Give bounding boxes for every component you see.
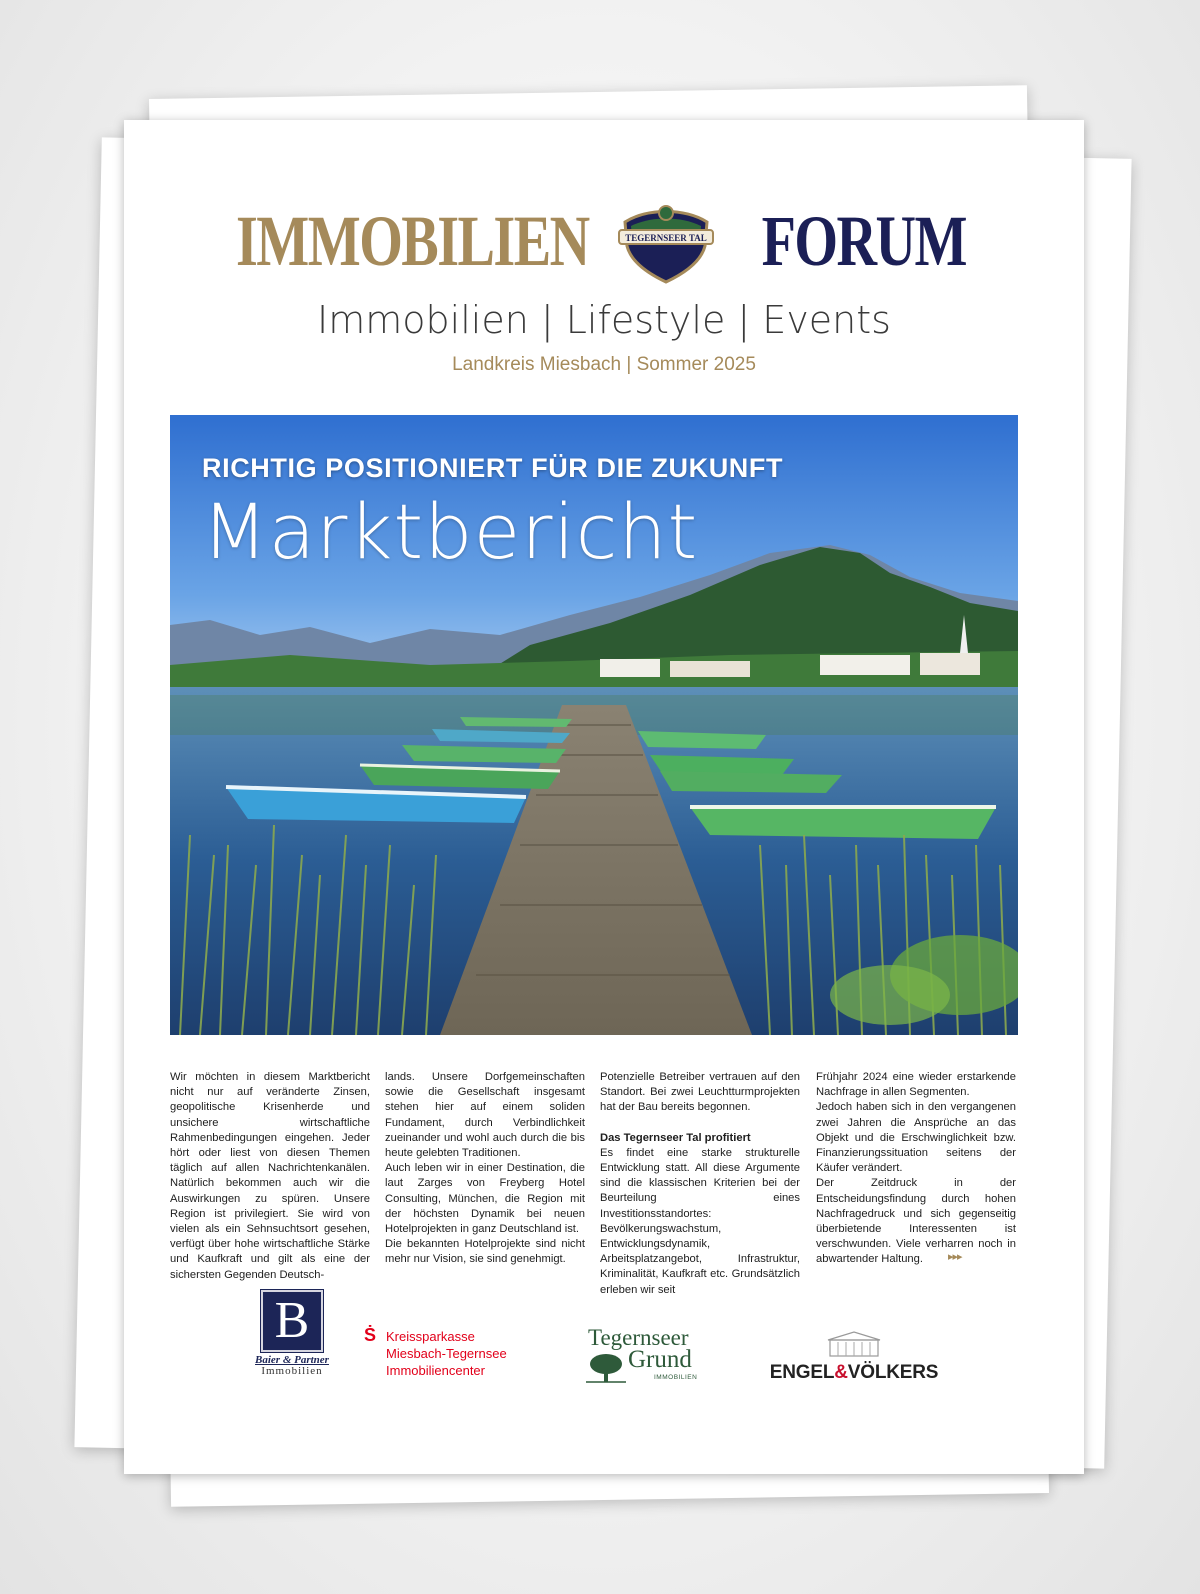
hero-title: Marktbericht [202, 487, 699, 576]
tegernseer-line-1: Tegernseer [588, 1325, 689, 1350]
article-column-3 [600, 1070, 800, 1298]
baier-name: Baier & Partner [255, 1354, 329, 1366]
paragraph: Es findet eine starke strukturelle Entwicklung statt. All diese Argumente sind die klassischen Kriterien bei der Beurteilung eines Investitionsstandortes: Bevölkerungswachstum, Entwicklungsdynamik, Arbeitsplatzangebot, Infrastruktur, Kriminalität, Kaufkraft etc. Grundsätzlich erleben wir seit [600, 1146, 800, 1296]
hero-kicker: RICHTIG POSITIONIERT FÜR DIE ZUKUNFT [202, 453, 784, 483]
paragraph: Frühjahr 2024 eine wieder erstarkende Nachfrage in allen Segmenten. [816, 1071, 1016, 1099]
article-column-4 [816, 1070, 1016, 1268]
continue-arrows-icon: ▸▸▸ [948, 1251, 962, 1263]
article-column-1 [170, 1070, 370, 1283]
ksk-line-3: Immobiliencenter [386, 1363, 485, 1378]
paragraph: Jedoch haben sich in den vergangenen zwei Jahren die Ansprüche an das Objekt und die Erschwinglichkeit bzw. Finanzierungssituation seitens der Käufer verändert. [816, 1101, 1016, 1175]
paragraph: Potenzielle Betreiber vertrauen auf den Standort. Bei zwei Leuchtturmprojekten hat der Bau bereits begonnen. [600, 1071, 800, 1114]
paragraph: Auch leben wir in einer Destination, die laut Zarges von Freyberg Hotel Consulting, München, die Region mit der höchsten Dynamik bei neuen Hotelprojekten in ganz Deutschland ist. [385, 1162, 585, 1236]
paragraph: Der Zeitdruck in der Entscheidungsfindung durch hohen Nachfragedruck und sich gegenseitig überbietende Interessenten ist verschwunden. Viele verharren noch in abwartender Haltung. [816, 1177, 1016, 1266]
masthead-title-right: FORUM [761, 201, 966, 281]
ev-part-2: VÖLKERS [847, 1362, 939, 1383]
magazine-page [124, 120, 1084, 1474]
crest-logo [617, 200, 715, 284]
subheading: Das Tegernseer Tal profitiert [600, 1131, 751, 1144]
engel-voelkers-logo [764, 1330, 944, 1390]
tegernseer-grund-logo [586, 1326, 712, 1386]
article-column-2 [385, 1070, 585, 1268]
baier-partner-logo [244, 1290, 340, 1390]
ev-ampersand: & [834, 1362, 848, 1383]
tagline: Immobilien | Lifestyle | Events [317, 298, 891, 342]
sparkasse-icon: Ṡ [364, 1325, 377, 1345]
masthead-title-left: IMMOBILIEN [236, 201, 589, 281]
tree-icon [586, 1352, 626, 1384]
issue-line: Landkreis Miesbach | Sommer 2025 [452, 354, 756, 375]
tegernseer-line-2: Grund [628, 1346, 692, 1373]
baier-monogram: B [261, 1290, 323, 1352]
paragraph: Wir möchten in diesem Marktbericht nicht nur auf veränderte Zinsen, geopolitische Krisenherde und unsichere wirtschaftliche Rahmenbedingungen eingehen. Jeder hört oder liest von diesen Themen täglich auf allen Nachrichtenkanälen. Natürlich bekommen auch wir die Auswirkungen zu spüren. Unsere Region ist privilegiert. Sie wird von vielen als ein Sehnsuchtsort gesehen, verfügt über hohe wirtschaftliche Stärke und Kaufkraft und gilt als eine der sichersten Gegenden Deutsch- [170, 1071, 370, 1281]
kreissparkasse-logo [364, 1325, 507, 1379]
ev-part-1: ENGEL [769, 1362, 835, 1383]
sponsor-logos [124, 1290, 1084, 1400]
paragraph: Die bekannten Hotelprojekte sind nicht mehr nur Vision, sie sind genehmigt. [385, 1238, 585, 1266]
ksk-line-2: Miesbach-Tegernsee [386, 1346, 507, 1361]
hero-image [170, 415, 1018, 1035]
tegernseer-sub: IMMOBILIEN [654, 1374, 698, 1381]
crest-text: TEGERNSEER TAL [625, 233, 707, 243]
masthead [124, 198, 1084, 284]
article-body [170, 1070, 1018, 1296]
building-icon [824, 1330, 884, 1358]
paragraph: lands. Unsere Dorfgemeinschaften sowie die Gesellschaft insgesamt stehen hier auf einem soliden Fundament, durch Verbindlichkeit zueinander und wohl auch durch die bis heute gelebten Traditionen. [385, 1071, 585, 1160]
ev-wordmark [764, 1362, 944, 1384]
ksk-line-1: Kreissparkasse [386, 1329, 475, 1344]
baier-sub: Immobilien [261, 1365, 323, 1377]
